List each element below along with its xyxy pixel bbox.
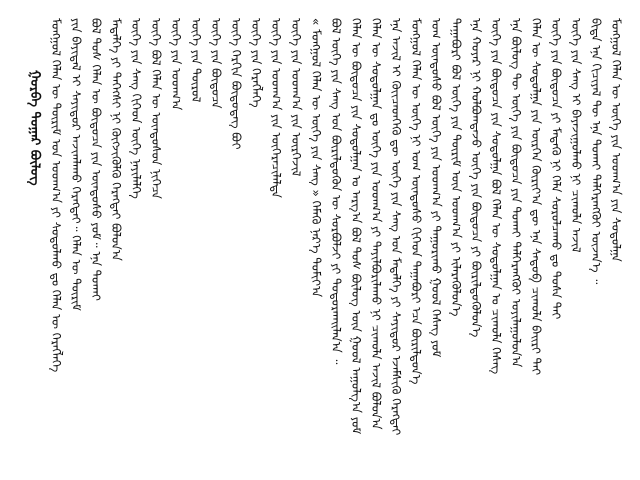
text-column: ᠦᠭᠡ ᠶᠢᠨ ᠤᠳᠬ᠎ᠠ ᠶᠢᠨ ᠥᠭᠡᠷᠡᠴᠢᠯᠡᠯᠲᠡ (269, 18, 283, 198)
text-column: ᠬᠡᠯᠡᠨ ᠦ ᠪᠦᠲᠦᠴᠡ ᠶᠢᠨ ᠰᠤᠳᠤᠯᠭᠠᠨ ᠤ ᠠᠷᠭ᠎ᠠ ᠪᠣᠯ ᠲᠤᠰ ᠪᠦᠯᠦᠭ ᠦᠨ ᠭᠣᠣᠯ ᠠᠭᠤᠯᠭ᠎ᠠ ᠶᠤᠮ (349, 18, 363, 435)
text-column: ᠪᠣᠯ ᠦᠭᠡ ᠶᠢᠨ ᠰᠠᠩ ᠤᠨ ᠪᠦᠷᠢᠯᠳᠦᠬᠦᠨ ᠦ ᠰᠤᠷᠪᠤᠯᠵᠢ ᠶᠢ ᠲᠣᠳᠤᠷᠬᠠᠢᠯᠠᠨ᠎ᠠ ᠃ (329, 18, 343, 365)
text-column: ᠦᠭᠡ ᠬᠡᠷᠬᠢᠨ ᠪᠦᠲᠦᠳᠡᠭ ᠪᠤᠢ (229, 18, 243, 150)
section-heading: ᠭᠤᠷᠪᠠ ᠳᠤᠭᠠᠷ ᠪᠦᠯᠦᠭ (27, 70, 42, 186)
text-column: ᠦᠭᠡ ᠪᠣᠯ ᠬᠡᠯᠡᠨ ᠦ ᠦᠨᠳᠦᠰᠦᠨ ᠨᠢᠭᠡᠴᠡ (149, 18, 163, 199)
text-column: ᠦᠭᠡ ᠶᠢᠨ ᠰᠠᠩ ᠢ ᠪᠠᠶᠠᠵᠢᠭᠤᠯᠬᠤ ᠨᠢ ᠴᠢᠬᠤᠯᠠ ᠠᠵᠢᠯ (569, 18, 583, 253)
text-column: ᠦᠭᠡ ᠶᠢᠨ ᠰᠠᠩ ᠬᠢᠭᠡᠳ ᠦᠭᠡ ᠨᠡᠶᠢᠯᠡᠯᠭᠡ (129, 18, 143, 199)
text-column: ᠶᠢᠨ ᠪᠠᠶᠢᠳᠠᠯ ᠢ ᠰᠠᠶᠢᠲᠤᠷ ᠠᠵᠢᠭᠯᠠᠬᠤ ᠬᠡᠷᠡᠭᠲᠡᠶ᠃ ᠬᠡᠯᠡᠨ ᠦ ᠳᠦᠷᠢᠮ (69, 18, 83, 311)
text-column: ᠦᠭᠡ ᠶᠢᠨ ᠤᠳᠬ᠎ᠠ ᠶᠢᠨ ᠥᠷᠭᠡᠵᠢᠯ (289, 18, 303, 177)
text-column: ᠦᠭᠡ ᠶᠢᠨ ᠲᠥᠷᠥᠯ (189, 18, 203, 103)
text-column: ᠦᠭᠡ ᠶᠢᠨ ᠬᠡᠷᠡᠭᠯᠡᠭᠡ (249, 18, 263, 108)
text-column: « ᠮᠣᠩᠭᠣᠯ ᠬᠡᠯᠡᠨ ᠦ ᠦᠭᠡ ᠶᠢᠨ ᠰᠠᠩ » ᠬᠡᠮᠡᠬᠦ ᠨᠡᠷ᠎ᠡ ᠲᠣᠮᠢᠶ᠎ᠠ (309, 18, 323, 298)
text-column: ᠮᠣᠩᠭᠣᠯ ᠬᠡᠯᠡᠨ ᠦ ᠦᠭᠡ ᠶᠢᠨ ᠤᠳᠬ᠎ᠠ ᠶᠢᠨ ᠰᠤᠳᠤᠯᠭᠠ (609, 18, 623, 262)
text-column: ᠬᠡᠯᠡᠨ ᠦ ᠰᠤᠳᠤᠯᠭᠠᠨ ᠳᠤ ᠦᠭᠡ ᠶᠢᠨ ᠤᠳᠬ᠎ᠠ ᠶᠢ ᠲᠠᠶᠢᠯᠪᠤᠷᠢᠯᠠᠬᠤ ᠨᠢ ᠴᠢᠬᠤᠯᠠ ᠠᠵᠢᠯ ᠪᠣᠯᠤᠨ᠎ᠠ (369, 18, 383, 430)
text-column: ᠮᠣᠩᠭᠣᠯ ᠬᠡᠯᠡᠨ ᠦ ᠦᠭᠡ ᠨᠢ ᠤᠭ ᠦᠨᠳᠦᠰᠦ ᠬᠢᠭᠡᠳ ᠳᠠᠭᠠᠪᠤᠷᠢ ᠡᠴᠡ ᠪᠦᠷᠢᠯᠳᠦᠨ᠎ᠡ (409, 18, 423, 385)
text-column: ᠡᠨᠡ ᠠᠵᠢᠯ ᠢ ᠭᠦᠢᠴᠡᠳᠭᠡᠬᠦ ᠳᠦ ᠦᠭᠡ ᠶᠢᠨ ᠰᠠᠩ ᠤᠨ ᠮᠡᠳᠡᠯᠭᠡ ᠶᠢ ᠰᠠᠶᠢᠲᠤᠷ ᠡᠵᠡᠮᠰᠢᠬᠦ ᠬᠡᠷᠡᠭᠲᠡᠶ (389, 18, 403, 436)
text-column: ᠪᠢᠳᠡ ᠡᠨᠡ ᠬᠢᠴᠢᠶᠡᠯ ᠲᠦ ᠡᠨᠡ ᠲᠤᠬᠠᠢ ᠳᠡᠯᠭᠡᠷᠡᠩᠭᠦᠢ ᠦᠵᠡᠨ᠎ᠡ ᠃ (589, 18, 603, 285)
text-column: ᠮᠣᠩᠭᠣᠯ ᠬᠡᠯᠡᠨ ᠦ ᠳᠦᠷᠢᠮ ᠤᠨ ᠤᠳᠬ᠎ᠠ ᠶᠢ ᠰᠣᠳᠤᠯᠬᠤ ᠳᠤ ᠬᠡᠯᠡᠨ ᠦ ᠬᠡᠷᠡᠭᠯᠡᠭᠡ (49, 18, 63, 373)
text-column: ᠦᠭᠡ ᠶᠢᠨ ᠪᠦᠲᠦᠴᠡ ᠶᠢ ᠮᠡᠳᠡᠬᠦ ᠨᠢ ᠬᠡᠯᠡ ᠰᠤᠷᠤᠯᠴᠠᠬᠤ ᠳᠤ ᠲᠤᠰᠠ ᠲᠠᠢ (549, 18, 563, 320)
text-column: ᠤᠭ ᠦᠨᠳᠦᠰᠦ ᠪᠣᠯ ᠦᠭᠡ ᠶᠢᠨ ᠤᠳᠬ᠎ᠠ ᠶᠢ ᠲᠠᠭᠤᠷᠢᠬᠤ ᠭᠣᠣᠯ ᠬᠡᠰᠡᠭ ᠶᠤᠮ (429, 18, 443, 358)
text-column: ᠦᠭᠡ ᠶᠢᠨ ᠪᠦᠲᠦᠴᠡ (209, 18, 223, 109)
text-column: ᠬᠡᠯᠡᠨ ᠦ ᠰᠤᠳᠤᠯᠭᠠ ᠶᠢᠨ ᠥᠷᠭᠡᠨ ᠬᠦᠷᠢᠶ᠎ᠡᠨ ᠳᠦ ᠡᠨᠡ ᠰᠡᠳᠦᠪ ᠴᠢᠬᠤᠯᠠ ᠪᠠᠢᠷᠢ ᠲᠠᠢ (529, 18, 543, 376)
text-column: ᠡᠨᠡ ᠬᠣᠶᠠᠷ ᠨᠢ ᠬᠣᠯᠪᠣᠭᠳᠠᠵᠤ ᠦᠭᠡ ᠶᠢᠨ ᠪᠦᠲᠦᠴᠡ ᠶᠢ ᠪᠦᠷᠢᠯᠳᠦᠭᠦᠯᠦᠨ᠎ᠡ (469, 18, 483, 338)
text-column: ᠦᠭᠡ ᠶᠢᠨ ᠪᠦᠲᠦᠴᠡ ᠶᠢᠨ ᠰᠤᠳᠤᠯᠭᠠ ᠪᠣᠯ ᠬᠡᠯᠡᠨ ᠦ ᠰᠤᠳᠤᠯᠭᠠᠨ ᠤ ᠴᠢᠬᠤᠯᠠ ᠬᠡᠰᠡᠭ (489, 18, 503, 375)
text-column: ᠪᠣᠯ ᠲᠤᠰ ᠬᠡᠯᠡᠨ ᠦ ᠪᠦᠲᠦᠴᠡ ᠶᠢᠨ ᠦᠨᠳᠦᠰᠦ ᠶᠤᠮ᠃ ᠡᠨᠡ ᠲᠤᠬᠠᠢ (89, 18, 103, 301)
text-column: ᠦᠭᠡ ᠶᠢᠨ ᠤᠳᠬ᠎ᠠ (169, 18, 183, 111)
text-column: ᠳᠠᠭᠠᠪᠤᠷᠢ ᠪᠣᠯ ᠦᠭᠡ ᠶᠢᠨ ᠳᠦᠷᠢᠮ ᠦᠨ ᠤᠳᠬ᠎ᠠ ᠶᠢ ᠢᠯᠡᠷᠡᠭᠦᠯᠦᠨ᠎ᠡ (449, 18, 463, 317)
text-column: ᠮᠡᠳᠡᠯᠭᠡ ᠶᠢ ᠳᠡᠭᠡᠭᠰᠢ ᠨᠢ ᠬᠥᠭᠵᠢᠭᠦᠯᠬᠦ ᠬᠡᠷᠡᠭᠲᠡᠶ ᠪᠣᠯᠤᠨ᠎ᠠ (109, 18, 123, 261)
text-column: ᠡᠨᠡ ᠪᠦᠯᠦᠭ ᠲᠦ ᠦᠭᠡ ᠶᠢᠨ ᠪᠦᠲᠦᠴᠡ ᠶᠢᠨ ᠲᠤᠬᠠᠢ ᠳᠡᠯᠭᠡᠷᠡᠩᠭᠦᠢ ᠣᠶᠢᠯᠠᠭᠤᠯᠤᠨ᠎ᠠ (509, 18, 523, 368)
